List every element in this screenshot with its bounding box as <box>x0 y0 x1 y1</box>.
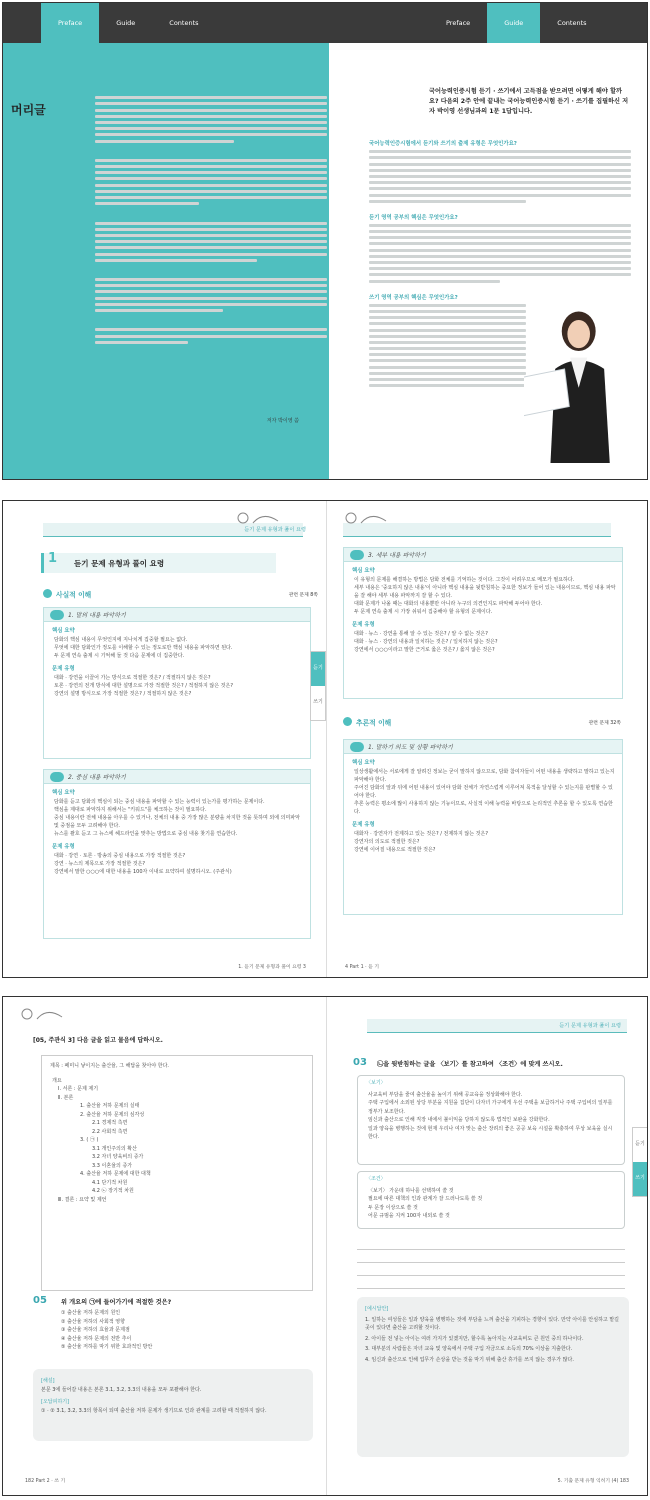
outline-item: 3.1 개인주의의 확산 <box>92 1145 137 1152</box>
interview-headline: 국어능력인증시험 듣기 · 쓰기에서 고득점을 받으려면 어떻게 해야 할까요? 다음의 2주 안에 끝내는 국어능력인증시험 듣기 · 쓰기를 집필하신 저자 박이영 선생님과의 1문 1답입니다. <box>429 88 629 115</box>
interview-question: 쓰기 영역 공부의 핵심은 무엇인가요? <box>369 294 458 301</box>
topic-box: 3. 세부 내용 파악하기 핵심 요약 이 유형의 문제를 해결하는 방법은 담화 전체를 기억하는 것이다. 그것이 어려우므로 메모가 필요하다. 세부 내용은 '중요하지 않은 내용'이 아니라 핵심 내용을 뒷받침하는 중요한 정보가 들어 있는 내용이므로, 핵심 내용 파악을 잘 해야 세부 내용 파악까지 잘 할 수 있다. 대화 문제가 나올 때는 대화의 내용뿐만 아니라 누구의 의견인지도 파악해 두어야 한다. 두 문제 연속 출제 시 가장 쉬워서 집중해야 할 유형의 문제이다. 문제 유형 대화 · 뉴스 · 강연을 통해 알 수 있는 것은? / 알 수 없는 것은? 대화 · 뉴스 · 강연의 내용과 일치하는 것은? / 일치하지 않는 것은? 강연에서 ○○○이라고 말한 근거로 옳은 것은? / 옳지 않은 것은? <box>343 547 623 699</box>
nav-guide-r[interactable]: Guide <box>487 3 540 43</box>
question-text: 위 개요의 ㉠에 들어가기에 적절한 것은? <box>61 1299 172 1306</box>
header-tag: 듣기 문제 유형과 풀이 요령 <box>244 527 306 533</box>
option[interactable]: ③ 출산율 저하의 효율과 문제점 <box>61 1327 130 1333</box>
topic-box: 1. 말의 내용 파악하기 핵심 요약 담화의 핵심 내용이 무엇인지에 지나치게 집중할 필요는 없다. 무엇에 대한 담화인가 정도를 이해할 수 있는 정도로만 핵심 내용을 파악하면 된다. 두 문제 연속 출제 시 기억해 둘 것 다음 문제에 더 집중한다. 문제 유형 대화 · 강연을 이끌어 가는 방식으로 적절한 것은? / 적절하지 않은 것은? 토론 · 강연의 전개 방식에 대한 설명으로 가장 적절한 것은? / 적절하지 않은 것은? 강연의 설명 방식으로 가장 적절한 것은? / 적절하지 않은 것은? <box>43 607 311 759</box>
page-footer: 1. 듣기 문제 유형과 풀이 요령 3 <box>238 965 306 970</box>
box-title: 3. 세부 내용 파악하기 <box>368 552 426 559</box>
box-title: 2. 중심 내용 파악하기 <box>68 774 126 781</box>
side-tab-listening[interactable]: 듣기 <box>635 1141 645 1147</box>
outline-item: 4.2 ㉡ 장기적 차원 <box>92 1188 134 1194</box>
outline-box <box>41 1055 313 1291</box>
chapter-number: 1 <box>48 551 58 566</box>
nav-contents-r[interactable]: Contents <box>557 19 587 27</box>
chapter-left-page <box>3 501 326 977</box>
preface-spread <box>2 2 648 480</box>
core-label: 핵심 요약 <box>52 628 75 634</box>
outline-item: Ⅱ. 본론 <box>58 1094 74 1101</box>
outline-item: 4. 출산율 저하 문제에 대한 대책 <box>80 1171 151 1177</box>
explanation-text: 본문 3에 들어갈 내용은 본론 3.1, 3.2, 3.3의 내용을 모두 포괄해야 한다. <box>41 1386 202 1393</box>
option[interactable]: ① 출산율 저하 문제의 원인 <box>61 1310 121 1316</box>
section-note: 관련 문제 32쪽 <box>588 721 621 726</box>
outline-item: 4.1 단기적 차원 <box>92 1179 128 1186</box>
outline-item: Ⅰ. 서론 : 문제 제기 <box>58 1086 99 1092</box>
preface-left-page <box>3 3 329 479</box>
section-title: 사실적 이해 <box>43 589 91 599</box>
nav-preface[interactable]: Preface <box>41 3 99 43</box>
header-tag: 듣기 문제 유형과 풀이 요령 <box>559 1023 621 1029</box>
answer-lines[interactable] <box>357 1237 625 1289</box>
example-answer-box: [예시답안] 1. 일하는 여성들은 일과 양육을 병행하는 것에 부담을 느껴 출산을 기피하는 경향이 있다. 만약 아이를 안심하고 맡길 곳이 있다면 출산을 고려할 것이다. 2. 아이들 전 넣는 아이는 여러 가지가 있겠지만, 할수록 높아지는 사교육비도 큰 원인 중의 하나이다. 3. 대부분의 사람들은 자녀 교육 및 양육에서 주택 구입 자금으로 소득의 70% 이상을 지출한다. 4. 임신과 출산으로 인해 업무가 손상을 받는 것을 막기 위해 출산 휴가를 쓰지 않는 경우가 많다. <box>357 1297 629 1457</box>
question-number: 03 <box>353 1057 367 1068</box>
exercise-spread <box>2 996 648 1496</box>
outline-item: 2. 출산율 저하 문제의 심각성 <box>80 1111 145 1118</box>
topic-box: 1. 말하기 의도 및 상황 파악하기 핵심 요약 일상생활에서는 서로에게 잘 알려진 정보는 굳이 말하지 않으므로, 담화 참여자들이 어떤 내용을 생략하고 말하고 있는지 파악해야 한다. 주어진 담화의 앞과 뒤에 어떤 내용이 있어야 담화 전체가 자연스럽게 이루어져 목적을 달성할 수 있는지를 판별할 수 있어야 한다. 추론 능력은 평소에 많이 사용하지 않는 기능이므로, 사실적 이해 능력을 바탕으로 논리적인 추론을 할 수 있도록 연습한다. 문제 유형 대화자 · 강연자가 전제하고 있는 것은? / 전제하지 않는 것은? 강연자의 의도로 적절한 것은? 강연에 이어질 내용으로 적절한 것은? <box>343 739 623 915</box>
option[interactable]: ② 출산율 저하의 사회적 영향 <box>61 1318 125 1325</box>
question-number: 05 <box>33 1295 47 1306</box>
doodle-icon <box>341 509 391 527</box>
chapter-right-page <box>326 501 648 977</box>
answer-options <box>61 1309 152 1352</box>
types-label: 문제 유형 <box>52 666 75 672</box>
interview-question: 국어능력인증시험에서 듣기와 쓰기의 출제 유형은 무엇인가요? <box>369 141 517 147</box>
preface-signature: 저자 박이영 씀 <box>266 418 299 424</box>
doodle-icon <box>17 1005 67 1023</box>
outline-item: Ⅲ. 결론 : 요약 및 제언 <box>58 1196 107 1203</box>
exercise-right-page <box>326 997 648 1495</box>
example-label: [예시답안] <box>365 1306 389 1312</box>
interview-question: 듣기 영역 공부의 핵심은 무엇인가요? <box>369 214 458 221</box>
preface-body-text <box>95 93 327 347</box>
top-nav-left <box>3 3 329 43</box>
wrong-answer-label: [오답피하기] <box>41 1399 70 1405</box>
nav-guide[interactable]: Guide <box>116 19 136 27</box>
author-photo <box>524 303 624 463</box>
page-footer: 5. 기출 문제 유형 익히기 (4) 183 <box>557 1479 629 1484</box>
explanation-label: [해설] <box>41 1378 55 1384</box>
chapter-spread <box>2 500 648 978</box>
exercise-left-page <box>3 997 326 1495</box>
reference-box: 〈보기〉 사교육비 부담을 줄여 출산율을 높이기 위해 공교육을 정상화해야 한다. 주택 구입에서 소외된 상당 부분을 지원을 집단이 다자녀 가구에게 우선 주택을 보급하거나 주택 구입비의 일부를 정부가 보조한다. 임신과 출산으로 인해 직장 내에서 불이익을 당하지 않도록 법적인 보완을 강화한다. 일과 양육을 병행하는 것에 현재 우리나 여자 맞는 출산 장려의 좋은 공공 보육 시설을 확충하여 무상 보육을 실시한다. <box>357 1075 625 1165</box>
condition-box: 〈조건〉 〈보기〉 가운데 하나를 선택하여 쓸 것 필요에 따른 대책의 인과 관계가 잘 드러나도록 쓸 것 두 문장 이상으로 쓸 것 어문 규범을 지켜 100자 내외로 쓸 것 <box>357 1171 625 1229</box>
wrong-answer-text: ① · ② 3.1, 3.2, 3.3의 항목이 되며 출산율 저하 문제가 생기므로 인과 관계를 고려할 때 적절하지 않다. <box>41 1407 267 1414</box>
side-tab-listening[interactable]: 듣기 <box>311 652 325 686</box>
option[interactable]: ⑤ 출산율 저하를 막기 위한 효과적인 방안 <box>61 1344 153 1350</box>
preface-heading: 머리글 <box>11 103 46 117</box>
top-nav-right <box>329 3 648 43</box>
outline-item: 2.2 사회적 측면 <box>92 1128 128 1135</box>
outline-item: 1. 출산율 저하 문제의 실태 <box>80 1103 140 1109</box>
outline-title: 제목 : 페미니 낳이지는 출산율, 그 해답을 찾아야 한다. <box>50 1063 170 1069</box>
side-tabs <box>310 651 326 721</box>
nav-preface-r[interactable]: Preface <box>446 19 471 27</box>
section-title: 추론적 이해 <box>343 717 391 727</box>
doodle-icon <box>233 509 283 527</box>
box-title: 1. 말의 내용 파악하기 <box>68 612 126 619</box>
section-note: 관련 문제 8쪽 <box>288 593 318 598</box>
outline-item: 개요 <box>52 1077 62 1084</box>
preface-right-page <box>329 3 648 479</box>
condition-label: 〈조건〉 <box>366 1176 386 1182</box>
option[interactable]: ④ 출산율 저하 문제의 전반 추이 <box>61 1335 132 1342</box>
outline-item: 3.3 이혼율의 증가 <box>92 1162 133 1169</box>
nav-contents[interactable]: Contents <box>169 19 199 27</box>
outline-item: 3.2 자녀 양육비의 증가 <box>92 1154 144 1160</box>
page-footer: 4 Part 1 · 듣 기 <box>345 965 379 970</box>
topic-box: 2. 중심 내용 파악하기 핵심 요약 담화를 듣고 담화의 핵심이 되는 중심 내용을 파악할 수 있는 능력이 있는가를 평가하는 문제이다. 핵심을 제대로 파악하지 위해서는 "키워드"를 체크하는 것이 필요하다. 중심 내용이란 전체 내용을 아우를 수 있거나, 전체의 내용 중 가장 많은 분량을 차지한 것을 뜻하며 외에 의미파악 및 중점을 모두 고려해야 한다. 뉴스를 괄호 듣고 그 뉴스에 헤드라인을 맞추는 방법으로 중심 내용 찾기를 연습한다. 문제 유형 대화 · 강연 · 토론 · 방송의 중심 내용으로 가장 적절한 것은? 강연 · 뉴스의 제목으로 가장 적절한 것은? 강연에서 말한 ○○○에 대한 내용을 100자 이내로 요약하여 설명하시오. (주관식) <box>43 769 311 939</box>
side-tab-writing[interactable]: 쓰기 <box>633 1162 647 1196</box>
chapter-title: 듣기 문제 유형과 풀이 요령 <box>74 559 165 568</box>
explanation-box <box>33 1369 313 1441</box>
box-title: 1. 말하기 의도 및 상황 파악하기 <box>368 744 453 751</box>
outline-item: 2.1 경제적 측면 <box>92 1120 128 1126</box>
outline-item: 3. ( ㉠ ) <box>80 1137 99 1143</box>
outline-list <box>52 1077 312 1205</box>
question-text: ㉡을 뒷받침하는 글을 〈보기〉를 참고하여 〈조건〉에 맞게 쓰시오. <box>377 1061 563 1068</box>
side-tab-writing[interactable]: 쓰기 <box>313 699 323 705</box>
reference-label: 〈보기〉 <box>366 1080 386 1086</box>
chapter-title-bar <box>41 553 276 573</box>
page-footer: 182 Part 2 · 쓰 기 <box>25 1479 66 1484</box>
question-heading: [05, 주관식 3] 다음 글을 읽고 물음에 답하시오. <box>33 1037 163 1044</box>
side-tabs <box>632 1127 648 1197</box>
